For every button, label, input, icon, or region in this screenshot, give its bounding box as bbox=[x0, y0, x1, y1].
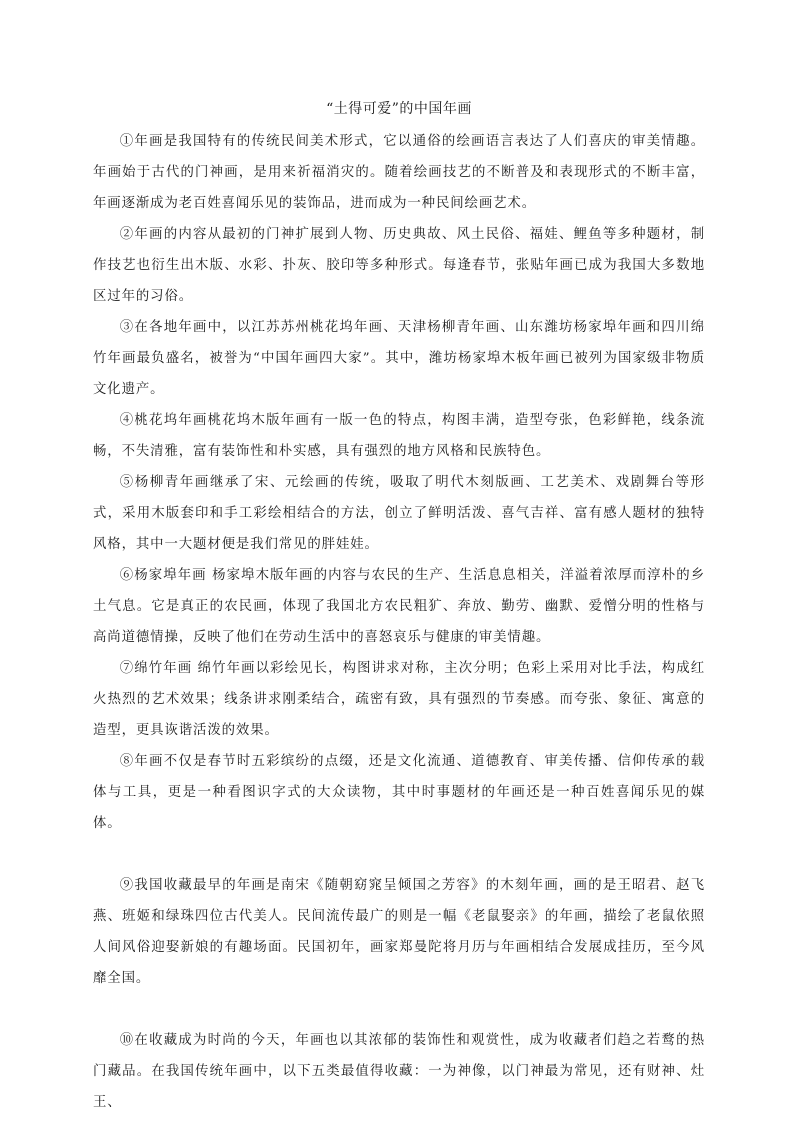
paragraph-7: ⑦绵竹年画 绵竹年画以彩绘见长，构图讲求对称，主次分明；色彩上采用对比手法，构成红火热烈的艺术效果；线条讲求刚柔结合，疏密有致，具有强烈的节奏感。而夸张、象征、寓意的造型，更具诙谐活泼的效果。 bbox=[93, 661, 705, 738]
document-page bbox=[93, 98, 705, 1118]
paragraph-3: ③在各地年画中，以江苏苏州桃花坞年画、天津杨柳青年画、山东潍坊杨家埠年画和四川绵竹年画最负盛名，被誉为“中国年画四大家”。其中，潍坊杨家埠木板年画已被列为国家级非物质文化遗产。 bbox=[93, 320, 705, 397]
paragraph-4: ④桃花坞年画桃花坞木版年画有一版一色的特点，构图丰满，造型夸张，色彩鲜艳，线条流畅，不失清雅，富有装饰性和朴实感，具有强烈的地方风格和民族特色。 bbox=[93, 413, 705, 459]
paragraph-5: ⑤杨柳青年画继承了宋、元绘画的传统，吸取了明代木刻版画、工艺美术、戏剧舞台等形式，采用木版套印和手工彩绘相结合的方法，创立了鲜明活泼、喜气吉祥、富有感人题材的独特风格，其中一大题材便是我们常见的胖娃娃。 bbox=[93, 475, 705, 552]
paragraph-2: ②年画的内容从最初的门神扩展到人物、历史典故、风土民俗、福娃、鲤鱼等多种题材，制作技艺也衍生出木版、水彩、扑灰、胶印等多种形式。每逢春节，张贴年画已成为我国大多数地区过年的习俗。 bbox=[93, 227, 705, 304]
paragraph-1: ①年画是我国特有的传统民间美术形式，它以通俗的绘画语言表达了人们喜庆的审美情趣。年画始于古代的门神画，是用来祈福消灾的。随着绘画技艺的不断普及和表现形式的不断丰富，年画逐渐成为老百姓喜闻乐见的装饰品，进而成为一种民间绘画艺术。 bbox=[93, 134, 705, 211]
paragraph-6: ⑥杨家埠年画 杨家埠木版年画的内容与农民的生产、生活息息相关，洋溢着浓厚而淳朴的乡土气息。它是真正的农民画，体现了我国北方农民粗犷、奔放、勤劳、幽默、爱憎分明的性格与高尚道德情操，反映了他们在劳动生活中的喜怒哀乐与健康的审美情趣。 bbox=[93, 568, 705, 645]
paragraph-10: ⑩在收藏成为时尚的今天，年画也以其浓郁的装饰性和观赏性，成为收藏者们趋之若鹜的热门藏品。在我国传统年画中，以下五类最值得收藏：一为神像，以门神最为常见，还有财神、灶王、 bbox=[93, 1033, 705, 1110]
paragraph-9: ⑨我国收藏最早的年画是南宋《随朝窈窕呈倾国之芳容》的木刻年画，画的是王昭君、赵飞燕、班姬和绿珠四位古代美人。民间流传最广的则是一幅《老鼠娶亲》的年画，描绘了老鼠依照人间风俗迎娶新娘的有趣场面。民国初年，画家郑曼陀将月历与年画相结合发展成挂历，至今风靡全国。 bbox=[93, 878, 705, 986]
paragraph-8: ⑧年画不仅是春节时五彩缤纷的点缀，还是文化流通、道德教育、审美传播、信仰传承的载体与工具，更是一种看图识字式的大众读物，其中时事题材的年画还是一种百姓喜闻乐见的媒体。 bbox=[93, 754, 705, 831]
document-title: “土得可爱”的中国年画 bbox=[326, 101, 472, 117]
